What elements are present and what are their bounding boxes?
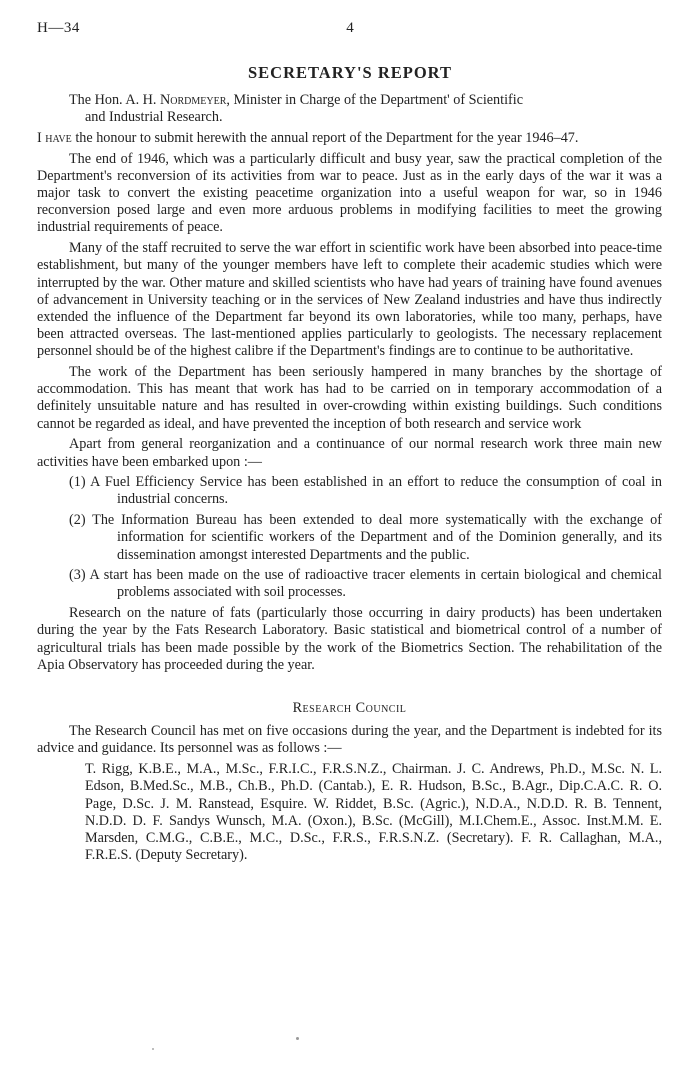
list-item: (3) A start has been made on the use of radioactive tracer elements in certain biological and chemical problems associated with soil processes. (69, 567, 662, 601)
print-speck (296, 1037, 299, 1040)
minister-name: Nordmeyer (160, 92, 227, 108)
list-item: (1) A Fuel Efficiency Service has been established in an effort to reduce the consumption of coal in industrial concerns. (69, 474, 662, 508)
paragraph: Apart from general reorganization and a continuance of our normal research work three main new activities have been embarked upon :— (37, 436, 662, 470)
page-title: SECRETARY'S REPORT (247, 63, 453, 82)
page-number: 4 (346, 20, 354, 36)
document-reference: H—34 (37, 20, 80, 36)
council-members: T. Rigg, K.B.E., M.A., M.Sc., F.R.I.C., F.R.S.N.Z., Chairman. J. C. Andrews, Ph.D., M.Sc. N. L. Edson, B.Med.Sc., M.B., Ch.B., Ph.D. (Cantab.), E. R. Hudson, B.Sc., B.Agr., Dip.C.A.C. R. O. Page, D.Sc. J. M. Ranstead, Esquire. W. Riddet, B.Sc. (Agric.), N.D.A., N.D.D. R. B. Tennent, N.D.D. D. F. Sandys Wunsch, M.A. (Oxon.), B.Sc. (McGill), M.I.Chem.E., Assoc. Inst.M.M. E. Marsden, C.M.G., C.B.E., M.C., D.Sc., F.R.S., F.R.S.N.Z. (Secretary). F. R. Callaghan, M.A., F.R.E.S. (Deputy Secretary). (85, 761, 662, 864)
addressee: The Hon. A. H. Nordmeyer, Minister in Charge of the Department' of Scientific and Industrial Research. (69, 92, 523, 126)
paragraph-intro: I have the honour to submit herewith the annual report of the Department for the year 1946–47. (37, 129, 579, 146)
paragraph: Research on the nature of fats (particularly those occurring in dairy products) has been undertaken during the year by the Fats Research Laboratory. Basic statistical and biometrical control of a number of agricultural trials has been made possible by the work of the Biometrics Section. The rehabilitation of the Apia Observatory has proceeded during the year. (37, 605, 662, 673)
section-heading: Research Council (292, 700, 407, 716)
print-speck (152, 1048, 154, 1050)
paragraph: Many of the staff recruited to serve the war effort in scientific work have been absorbed into peace-time establishment, but many of the younger members have left to complete their academic studies which were interrupted by the war. Other mature and skilled scientists who have had years of training have found avenues of advancement in University teaching or in the services of New Zealand industries and have thus indirectly extended the influence of the Department far beyond its own laboratories, while too many, perhaps, have been attracted overseas. The last-mentioned applies particularly to geologists. The necessary replacement personnel should be of the highest calibre if the Department's findings are to continue to be authoritative. (37, 240, 662, 360)
paragraph: The end of 1946, which was a particularly difficult and busy year, saw the practical completion of the Department's reconversion of its activities from war to peace. Just as in the early days of the war it was a major task to convert the existing peacetime organization into a useful weapon for war, so in 1946 reconversion posed large and even more arduous problems in modifying facilities to meet the growing industrial requirements of peace. (37, 150, 662, 236)
list-item: (2) The Information Bureau has been extended to deal more systematically with the exchange of information for scientific workers of the Department and of the Dominion generally, and its dissemination amongst interested Departments and the public. (69, 512, 662, 563)
paragraph: The Research Council has met on five occasions during the year, and the Department is indebted for its advice and guidance. Its personnel was as follows :— (37, 723, 662, 757)
report-body (37, 92, 662, 868)
paragraph: The work of the Department has been seriously hampered in many branches by the shortage of accommodation. This has meant that work has had to be carried on in temporary accommodation of a definitely unsuitable nature and has resulted in over-crowding within existing buildings. Such conditions cannot be regarded as ideal, and have prevented the inception of both research and service work (37, 364, 662, 432)
